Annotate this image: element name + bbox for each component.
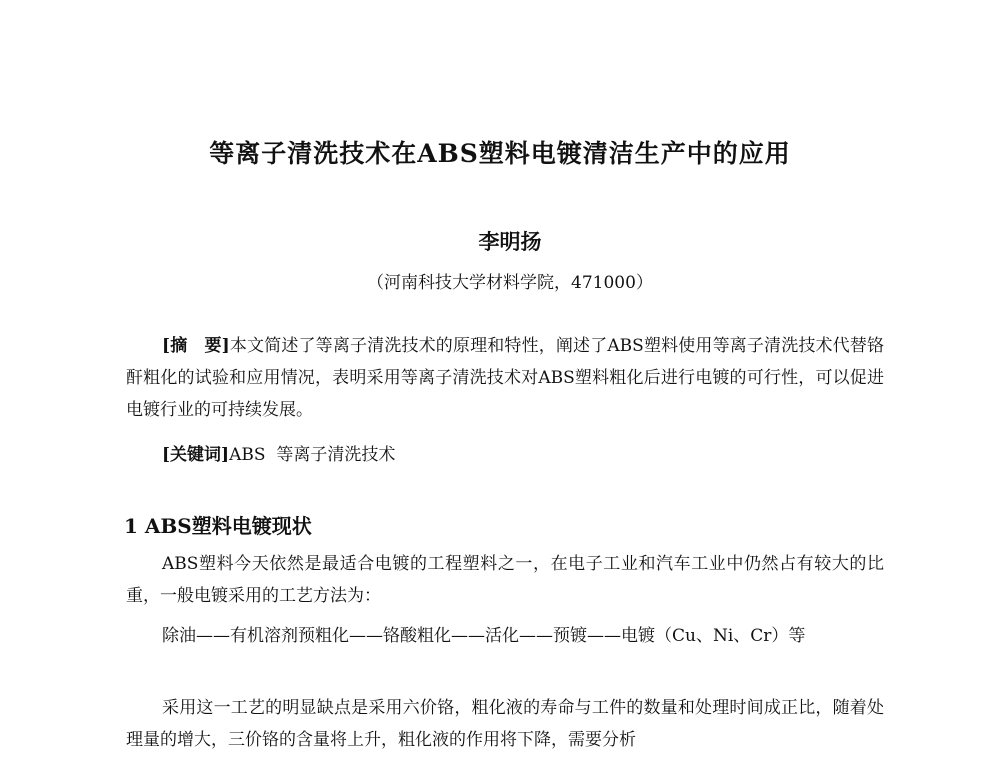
keywords [162, 440, 395, 470]
author-affiliation: （河南科技大学材料学院，471000） [367, 273, 653, 293]
paper-title: 等离子清洗技术在ABS塑料电镀清洁生产中的应用 [209, 139, 791, 168]
body-paragraph: 除油——有机溶剂预粗化——铬酸粗化——活化——预镀——电镀（Cu、Ni、Cr）等 [162, 626, 806, 646]
body-paragraph: ABS塑料今天依然是最适合电镀的工程塑料之一，在电子工业和汽车工业中仍然占有较大的比重，一般电镀采用的工艺方法为： [126, 554, 884, 606]
abstract-text: 本文简述了等离子清洗技术的原理和特性，阐述了ABS塑料使用等离子清洗技术代替铬酐粗化的试验和应用情况，表明采用等离子清洗技术对ABS塑料粗化后进行电镀的可行性，可以促进电镀行业的可持续发展。 [126, 336, 885, 420]
keywords-text: ABS 等离子清洗技术 [229, 445, 396, 465]
abstract [126, 330, 884, 426]
section-heading: 1 ABS塑料电镀现状 [124, 514, 312, 538]
body-paragraph: 采用这一工艺的明显缺点是采用六价铬，粗化液的寿命与工件的数量和处理时间成正比，随着处理量的增大，三价铬的含量将上升，粗化液的作用将下降，需要分析 [126, 698, 884, 750]
author-name: 李明扬 [478, 229, 542, 254]
keywords-label: [关键词] [162, 445, 230, 465]
abstract-label: [摘 要] [162, 336, 230, 356]
